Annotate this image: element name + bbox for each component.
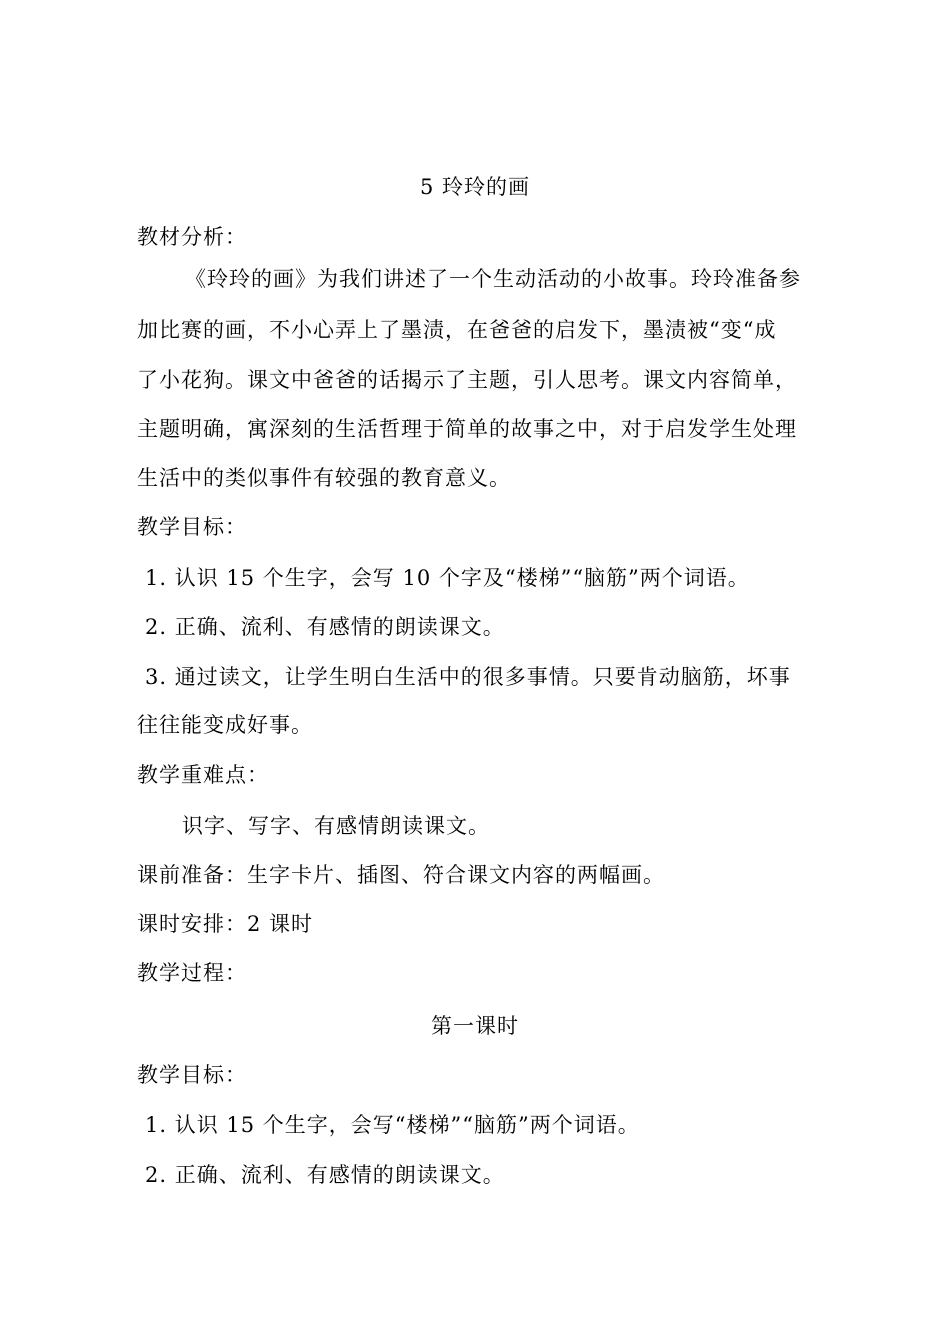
lesson1-goal-item: 1. 认识 15 个生字，会写“楼梯”“脑筋”两个词语。 bbox=[145, 1113, 640, 1137]
goal-item: 2. 正确、流利、有感情的朗读课文。 bbox=[145, 615, 505, 639]
analysis-line: 主题明确，寓深刻的生活哲理于简单的故事之中，对于启发学生处理 bbox=[137, 417, 797, 441]
key-points-text: 识字、写字、有感情朗读课文。 bbox=[182, 814, 490, 838]
analysis-heading: 教材分析： bbox=[137, 225, 247, 249]
document-title: 5 玲玲的画 bbox=[419, 175, 531, 199]
goal-item: 1. 认识 15 个生字，会写 10 个字及“楼梯”“脑筋”两个词语。 bbox=[145, 566, 750, 590]
goals-heading: 教学目标： bbox=[137, 515, 247, 539]
analysis-line: 生活中的类似事件有较强的教育意义。 bbox=[137, 466, 511, 490]
analysis-line: 《玲玲的画》为我们讲述了一个生动活动的小故事。玲玲准备参 bbox=[185, 267, 801, 291]
lesson1-goal-item: 2. 正确、流利、有感情的朗读课文。 bbox=[145, 1163, 505, 1187]
analysis-line: 加比赛的画，不小心弄上了墨渍，在爸爸的启发下，墨渍被“变“成 bbox=[137, 318, 777, 342]
schedule-text: 课时安排：2 课时 bbox=[137, 912, 314, 936]
key-points-heading: 教学重难点： bbox=[137, 763, 269, 787]
analysis-line: 了小花狗。课文中爸爸的话揭示了主题，引人思考。课文内容简单， bbox=[137, 368, 797, 392]
process-heading: 教学过程： bbox=[137, 961, 247, 985]
lesson1-title: 第一课时 bbox=[431, 1014, 519, 1038]
preparation-text: 课前准备：生字卡片、插图、符合课文内容的两幅画。 bbox=[137, 863, 665, 887]
goal-item: 3. 通过读文，让学生明白生活中的很多事情。只要肯动脑筋，坏事 bbox=[145, 665, 791, 689]
goal-item-continuation: 往往能变成好事。 bbox=[137, 713, 313, 737]
lesson1-goals-heading: 教学目标： bbox=[137, 1063, 247, 1087]
